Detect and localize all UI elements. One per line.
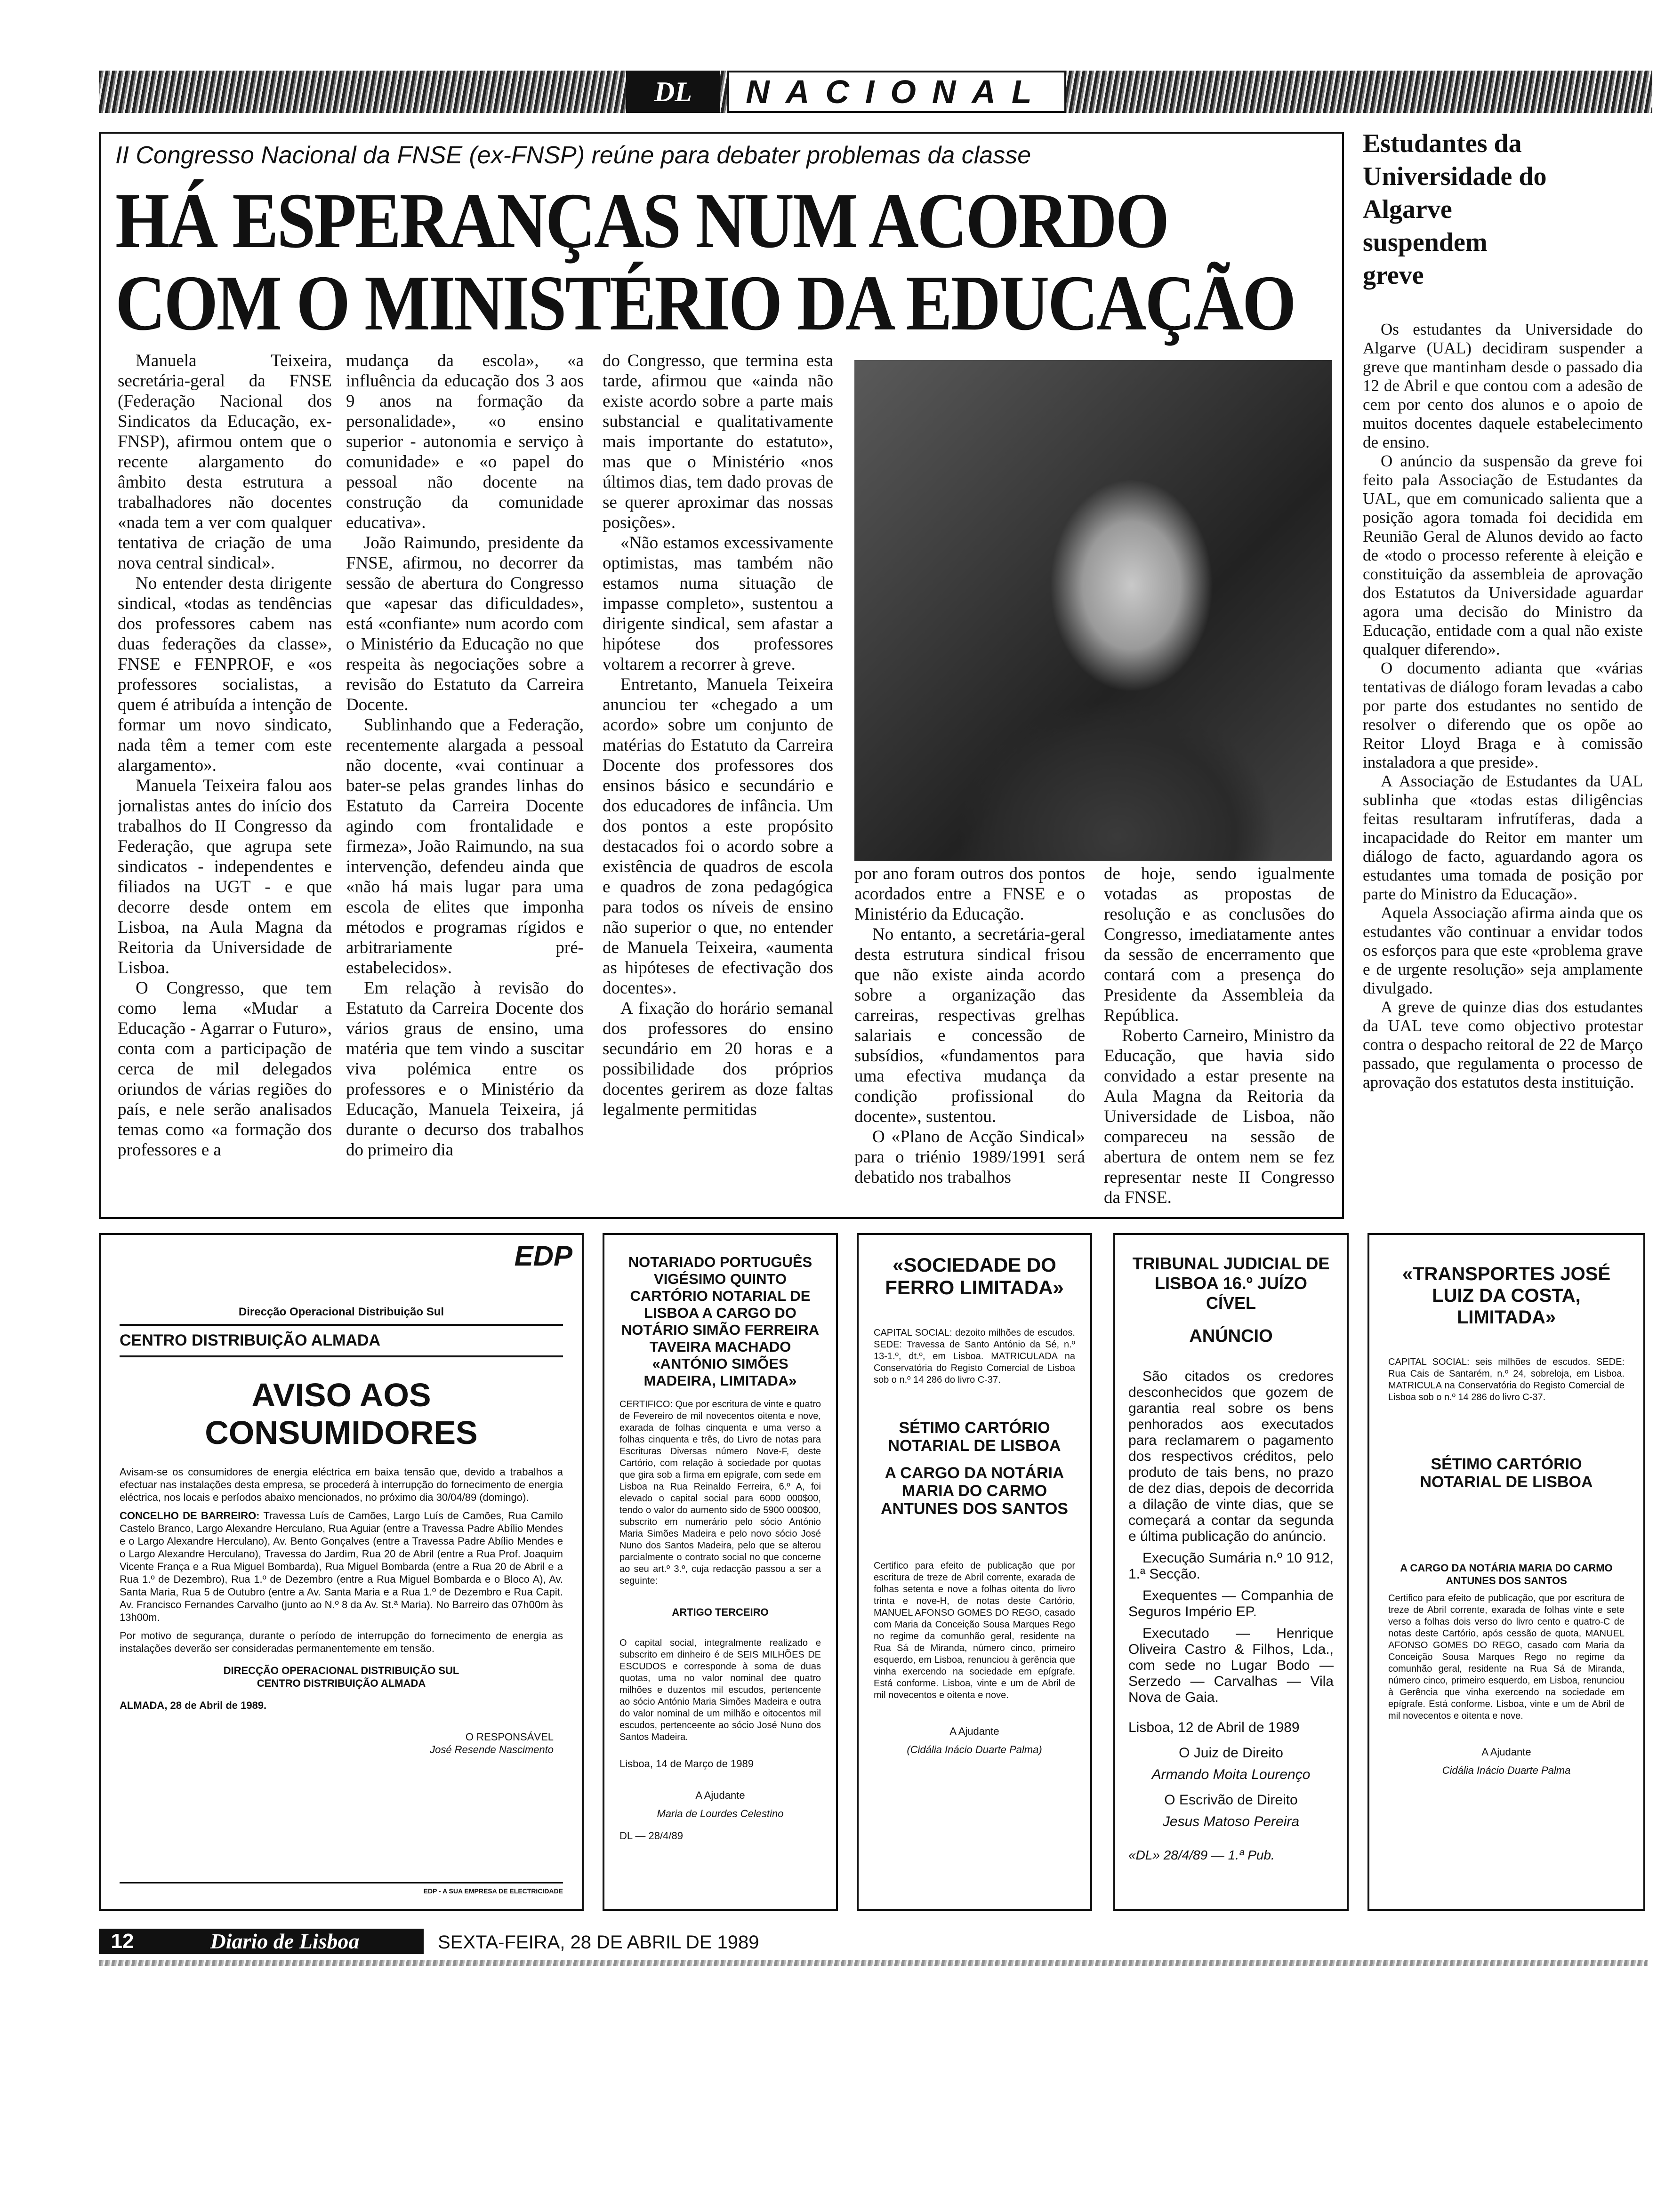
- notariado-ref: DL — 28/4/89: [619, 1830, 683, 1842]
- transportes-title: «TRANSPORTES JOSÉ LUIZ DA COSTA, LIMITADA»: [1402, 1264, 1611, 1328]
- article-column-5: [1104, 864, 1335, 1207]
- paragraph: Sublinhando que a Federação, recentemente alargada a pessoal não docente, «vai continuar a bater-se pelas grandes linhas do Estatuto da Carreira Docente agindo com frontalidade e firmeza», João Raimundo, na sua intervenção, defendeu ainda que «não há mais lugar para uma escola de elites que imponha métodos e programas rígidos e arbitrariamente pré-estabelecidos».: [346, 715, 584, 978]
- paragraph: O anúncio da suspensão da greve foi feito pala Associação de Estudantes da UAL, que em comunicado salienta que a posição agora tomada foi decidida em Reunião Geral de Alunos devido ao facto de «todo o processo referente à eleição e constituição da assembleia de aprovação dos Estatutos da Universidade aguardar agora uma decisão do Ministro da Educação, entidade com a qual não existe qualquer diferendo».: [1363, 452, 1643, 658]
- footer-rule: [99, 1960, 1648, 1966]
- tribunal-exequentes: Exequentes — Companhia de Seguros Império EP.: [1128, 1588, 1334, 1619]
- ad-transportes: [1367, 1233, 1645, 1911]
- edp-title: AVISO AOS CONSUMIDORES: [205, 1377, 478, 1451]
- ferro-role: A Ajudante: [949, 1725, 999, 1737]
- paragraph: No entender desta dirigente sindical, «todas as tendências dos professores cabem nas duas federações da classe», FNSE e FENPROF, e «os professores socialistas, a quem é atribuída a intenção de formar um novo sindicato, nada têm a temer com este alargamento».: [118, 574, 332, 775]
- transportes-body: Certifico para efeito de publicação, que por escritura de treze de Abril corrente, exarada de folhas vinte e sete verso a folhas dois verso do livro cento e quatro-C de notas deste Cartório, após cessão de quota, MANUEL AFONSO GOMES DO REGO, casado com Maria da Conceição Sousa Marques Rego no regime da comunhão geral, residente na Rua Sá de Miranda, número cinco, primeiro esquerdo, em Lisboa, renunciou à Gerência que vinha exercendo na sociedade em epígrafe. Está conforme. Lisboa, vinte e um de Abril de mil novecentos e oitenta e nove.: [1388, 1593, 1625, 1721]
- ferro-subtitle: SÉTIMO CARTÓRIO NOTARIAL DE LISBOA: [888, 1419, 1061, 1455]
- paragraph: de hoje, sendo igualmente votadas as propostas de resolução e as conclusões do Congresso, imediatamente antes da sessão de encerramento que contará com a presença do Presidente da Assembleia da República.: [1104, 864, 1335, 1025]
- paragraph: do Congresso, que termina esta tarde, afirmou que «ainda não existe acordo sobre a parte mais substancial e qualitativamente mais importante do estatuto», mas que o Ministério «nos últimos dias, tem dado provas de se querer aproximar das nossas posições».: [603, 351, 833, 532]
- paragraph: O Congresso, que tem como lema «Mudar a Educação - Agarrar o Futuro», conta com a participação de cerca de mil delegados oriundos de várias regiões do país, e nele serão analisados temas como «a formação dos professores e a: [118, 978, 332, 1160]
- article-headline-1: HÁ ESPERANÇAS NUM ACORDO: [115, 177, 1168, 264]
- paragraph: No entanto, a secretária-geral desta estrutura sindical frisou que não existe ainda acordo sobre a organização das carreiras, respectivas grelhas salariais e concessão de subsídios, «fundamentos para uma efectiva mudança da condição profissional do docente», sustentou.: [854, 925, 1085, 1126]
- paragraph: A Associação de Estudantes da UAL sublinha que «todas estas diligências feitas resultaram infrutíferas, dada a incapacidade do Reitor em manter um diálogo de facto, aguardando agora os estudantes uma tomada de posição por parte do Ministro da Educação».: [1363, 772, 1643, 903]
- paragraph: Manuela Teixeira falou aos jornalistas antes do início dos trabalhos do II Congresso da Federação, que agrupa sete sindicatos - independentes e filiados na UGT - e que decorre desde ontem em Lisboa, na Aula Magna da Reitoria da Universidade de Lisboa.: [118, 776, 332, 978]
- paragraph: Em relação à revisão do Estatuto da Carreira Docente dos vários graus de ensino, uma matéria que tem vindo a suscitar viva polémica entre os professores e o Ministério da Educação, Manuela Teixeira, já durante o decurso dos trabalhos do primeiro dia: [346, 978, 584, 1160]
- edp-sign-1: DIRECÇÃO OPERACIONAL DISTRIBUIÇÃO SUL: [223, 1665, 459, 1676]
- footer-date: SEXTA-FEIRA, 28 DE ABRIL DE 1989: [438, 1932, 759, 1953]
- sidebar-headline: Estudantes da Universidade do Algarve suspendem greve: [1363, 129, 1547, 290]
- transportes-subtitle-2: A CARGO DA NOTÁRIA MARIA DO CARMO ANTUNES DOS SANTOS: [1400, 1562, 1613, 1587]
- edp-logo: EDP: [514, 1240, 572, 1272]
- edp-concelho-text: Travessa Luís de Camões, Largo Luís de Camões, Rua Camilo Castelo Branco, Largo Alexandre Herculano, Rua Aguiar (entre a Travessa Padre Abílio Mendes e o Largo Alexandre Herculano), Av. Bento Gonçalves (entre a Travessa Padre Abílio Mendes e o Largo Alexandre Herculano), Travessa do Jardim, Rua 20 de Abril (entre a Rua Prof. Joaquim Vicente França e a Rua Miguel Bombarda), Rua Miguel Bombarda (entre a Rua 20 de Abril e a Rua 1.º de Dezembro), Rua 1.º de Dezembro (entre a Rua Miguel Bombarda e o Bloco A), Av. Santa Maria, Rua 5 de Outubro (entre a Av. Santa Maria e a Rua 1.º de Dezembro e Rua Capit. Av. Francisco Fernandes Carvalho (junto ao N.º 8 da Av. St.ª Maria). No Barreiro das 07h00m às 13h00m.: [120, 1510, 563, 1623]
- sidebar-body: [1363, 320, 1643, 1228]
- paragraph: O documento adianta que «várias tentativas de diálogo foram levadas a cabo por parte dos estudantes no sentido de resolver o diferendo que os opõe ao Reitor Lloyd Braga e à comissão instaladora a que preside».: [1363, 659, 1643, 771]
- paragraph: Aquela Associação afirma ainda que os estudantes vão continuar a envidar todos os esforços para que este «problema grave e de urgente resolução» seja amplamente divulgado.: [1363, 904, 1643, 997]
- tribunal-subtitle: ANÚNCIO: [1189, 1326, 1273, 1346]
- notariado-name: Maria de Lourdes Celestino: [657, 1808, 784, 1819]
- paragraph: O «Plano de Acção Sindical» para o triénio 1989/1991 será debatido nos trabalhos: [854, 1127, 1085, 1187]
- footer-masthead: Diario de Lisboa: [146, 1929, 424, 1954]
- edp-date: ALMADA, 28 de Abril de 1989.: [120, 1699, 267, 1711]
- notariado-body-2: O capital social, integralmente realizado e subscrito em dinheiro é de SEIS MILHÕES DE ESCUDOS e corresponde à soma de duas quotas, uma no valor nominal dee quatro milhões e duzentos mil escudos, pertencente ao sócio António Maria Simões Madeira e outra do valor nominal de um milhão e oitocentos mil escudos, pertenceente ao sócio José Nuno dos Santos Madeira.: [619, 1638, 821, 1742]
- tribunal-body: São citados os credores desconhecidos que gozem de garantia real sobre os bens penhorados aos executados para reclamarem o pagamento dos respectivos créditos, pelo produto de tais bens, no prazo de dez dias, depois de decorrida a dilação de vinte dias, que se começará a contar da segunda e última publicação do anúncio.: [1128, 1369, 1334, 1544]
- paragraph: João Raimundo, presidente da FNSE, afirmou, no decorrer da sessão de abertura do Congresso que «apesar das dificuldades», está «confiante» num acordo com o Ministério da Educação no que respeita às negociações sobre a revisão do Estatuto da Carreira Docente.: [346, 533, 584, 714]
- article-column-1: [118, 351, 332, 1207]
- notariado-date: Lisboa, 14 de Março de 1989: [619, 1758, 754, 1770]
- paragraph: por ano foram outros dos pontos acordados entre a FNSE e o Ministério da Educação.: [854, 864, 1085, 924]
- edp-responsible-name: José Resende Nascimento: [430, 1744, 554, 1755]
- article-headline-2: COM O MINISTÉRIO DA EDUCAÇÃO: [115, 259, 1295, 347]
- notariado-article: ARTIGO TERCEIRO: [672, 1606, 769, 1618]
- paragraph: A fixação do horário semanal dos professores do ensino secundário em 20 horas e a possibilidade dos próprios docentes gerirem as doze faltas legalmente permitidas: [603, 999, 833, 1119]
- section-title: NACIONAL: [727, 71, 1066, 113]
- tribunal-judge-role: O Juiz de Direito: [1179, 1745, 1283, 1761]
- edp-responsible: O RESPONSÁVEL: [465, 1731, 554, 1743]
- paragraph: A greve de quinze dias dos estudantes da UAL teve como objectivo protestar contra o despacho reitoral de 22 de Março passado, que regulamenta o processo de aprovação dos estatutos desta instituição.: [1363, 998, 1643, 1091]
- transportes-name: Cidália Inácio Duarte Palma: [1442, 1764, 1571, 1776]
- paragraph: Entretanto, Manuela Teixeira anunciou ter «chegado a um acordo» sobre um conjunto de matérias do Estatuto da Carreira Docente dos professores dos ensinos básico e secundário e dos educadores de infância. Um dos pontos a este propósito destacados foi o acordo sobre a existência de quadros de escola e quadros de zona pedagógica para todos os níveis de ensino não superior o que, no entender de Manuela Teixeira, «aumenta as hipóteses de efectivação dos docentes».: [603, 675, 833, 998]
- portrait-photo: [854, 360, 1332, 861]
- edp-sign-2: CENTRO DISTRIBUIÇÃO ALMADA: [257, 1677, 426, 1689]
- paragraph: Manuela Teixeira, secretária-geral da FNSE (Federação Nacional dos Sindicatos da Educação, ex-FNSP), afirmou ontem que o recente alargamento do âmbito desta estrutura a trabalhadores não docentes «nada tem a ver com qualquer tentativa de criação de uma nova central sindical».: [118, 351, 332, 573]
- transportes-role: A Ajudante: [1481, 1746, 1531, 1758]
- section-logo: DL: [626, 71, 720, 113]
- article-column-3: [603, 351, 833, 1207]
- transportes-subtitle: SÉTIMO CARTÓRIO NOTARIAL DE LISBOA: [1420, 1455, 1593, 1491]
- tribunal-clerk-name: Jesus Matoso Pereira: [1162, 1814, 1300, 1829]
- transportes-info: CAPITAL SOCIAL: seis milhões de escudos. SEDE: Rua Cais de Santarém, n.º 24, sobreloja, em Lisboa. MATRICULA na Conservatória do Registo Comercial de Lisboa sob o n.º 14 286 do livro C-37.: [1388, 1357, 1625, 1403]
- ferro-subtitle-2: A CARGO DA NOTÁRIA MARIA DO CARMO ANTUNES DOS SANTOS: [881, 1464, 1068, 1518]
- paragraph: Os estudantes da Universidade do Algarve (UAL) decidiram suspender a greve que mantinham desde o passado dia 12 de Abril e que contou com a adesão de cem por cento dos alunos e o apoio de muitos docentes daquele estabelecimento de ensino.: [1363, 320, 1643, 451]
- ferro-body: Certifico para efeito de publicação que por escritura de treze de Abril corrente, exarada de folhas setenta e nove a folhas oitenta do livro trinta e nove-H, de notas deste Cartório, MANUEL AFONSO GOMES DO REGO, casado com Maria da Conceição Sousa Marques Rego no regime da comunhão geral, residente na Rua Sá de Miranda, número cinco, primeiro esquerdo, em Lisboa, renunciou à gerência que vinha exercendo na sociedade em epígrafe. Está conforme. Lisboa, vinte e um de Abril de mil novecentos e oitenta e nove.: [874, 1561, 1075, 1700]
- ad-tribunal: [1113, 1233, 1349, 1911]
- ad-ferro: [857, 1233, 1092, 1911]
- edp-intro: Avisam-se os consumidores de energia eléctrica em baixa tensão que, devido a trabalhos a efectuar nas instalações desta empresa, se procederá à interrupção do fornecimento de energia eléctrica, nos locais e períodos abaixo mencionados, no próximo dia 30/04/89 (domingo).: [120, 1466, 563, 1503]
- edp-concelho: [120, 1509, 563, 1624]
- tribunal-title: TRIBUNAL JUDICIAL DE LISBOA 16.º JUÍZO CÍVEL: [1132, 1254, 1330, 1313]
- tribunal-exec: Execução Sumária n.º 10 912, 1.ª Secção.: [1128, 1550, 1334, 1582]
- edp-centre: CENTRO DISTRIBUIÇÃO ALMADA: [120, 1324, 563, 1357]
- ad-notariado: [603, 1233, 838, 1911]
- ferro-title: «SOCIEDADE DO FERRO LIMITADA»: [885, 1254, 1064, 1298]
- edp-concelho-label: CONCELHO DE BARREIRO:: [120, 1510, 260, 1522]
- notariado-body-1: CERTIFICO: Que por escritura de vinte e quatro de Fevereiro de mil novecentos oitenta e nove, exarada de folhas cinquenta e uma verso a folhas cinquenta e três, do Livro de notas para Escrituras Diversas número Nove-F, deste Cartório, com relação à sociedade por quotas que gira sob a firma em epígrafe, com sede em Lisboa na Rua Reinaldo Ferreira, 6.º A, foi elevado o capital social para 6000 000$00, tendo o valor do aumento sido de 5900 000$00, subscrito em numerário pelo sócio António Maria Simões Madeira e pelo novo sócio José Nuno dos Santos Madeira, pelo que se alterou parcialmente o contrato social no que concerne ao seu art.º 3.º, cuja redacção passou a ser a seguinte:: [619, 1399, 821, 1586]
- edp-safety: Por motivo de segurança, durante o período de interrupção do fornecimento de energia as instalações deverão ser consideradas permanentemente em tensão.: [120, 1630, 563, 1654]
- ad-edp: [99, 1233, 584, 1911]
- footer-page-number: 12: [99, 1929, 146, 1954]
- notariado-role: A Ajudante: [695, 1789, 745, 1801]
- edp-direction: Direcção Operacional Distribuição Sul: [238, 1306, 444, 1318]
- tribunal-ref: «DL» 28/4/89 — 1.ª Pub.: [1128, 1848, 1275, 1862]
- tribunal-clerk-role: O Escrivão de Direito: [1164, 1792, 1298, 1808]
- paragraph: Roberto Carneiro, Ministro da Educação, que havia sido convidado a estar presente na Aula Magna da Reitoria da Universidade de Lisboa, não compareceu na sessão de abertura de ontem nem se fez representar neste II Congresso da FNSE.: [1104, 1026, 1335, 1207]
- article-column-2: [346, 351, 584, 1207]
- edp-footer: EDP - A SUA EMPRESA DE ELECTRICIDADE: [120, 1882, 563, 1895]
- article-column-4: [854, 864, 1085, 1207]
- paragraph: «Não estamos excessivamente optimistas, mas também não estamos numa situação de impasse completo», sustentou a dirigente sindical, sem afastar a hipótese dos professores voltarem a recorrer à greve.: [603, 533, 833, 674]
- notariado-title: NOTARIADO PORTUGUÊS VIGÉSIMO QUINTO CARTÓRIO NOTARIAL DE LISBOA A CARGO DO NOTÁRIO SIMÃO FERREIRA TAVEIRA MACHADO «ANTÓNIO SIMÕES MADEIRA, LIMITADA»: [621, 1254, 820, 1389]
- paragraph: mudança da escola», «a influência da educação dos 3 aos 9 anos na formação da personalidade», «o ensino superior - autonomia e serviço à comunidade» e «o papel do pessoal não docente na construção da comunidade educativa».: [346, 351, 584, 532]
- ferro-name: (Cidália Inácio Duarte Palma): [907, 1744, 1042, 1755]
- article-kicker: II Congresso Nacional da FNSE (ex-FNSP) reúne para debater problemas da classe: [115, 142, 1031, 169]
- tribunal-judge-name: Armando Moita Lourenço: [1151, 1767, 1311, 1782]
- ferro-info: CAPITAL SOCIAL: dezoito milhões de escudos. SEDE: Travessa de Santo António da Sé, n.º 13-1.º, dt.º, em Lisboa. MATRICULADA na Conservatória do Registo Comercial de Lisboa sob o n.º 14 286 do livro C-37.: [874, 1328, 1075, 1385]
- tribunal-date: Lisboa, 12 de Abril de 1989: [1128, 1720, 1300, 1735]
- tribunal-executado: Executado — Henrique Oliveira Castro & Filhos, Lda., com sede no Lugar Bodo — Serzedo — Carvalhas — Vila Nova de Gaia.: [1128, 1626, 1334, 1705]
